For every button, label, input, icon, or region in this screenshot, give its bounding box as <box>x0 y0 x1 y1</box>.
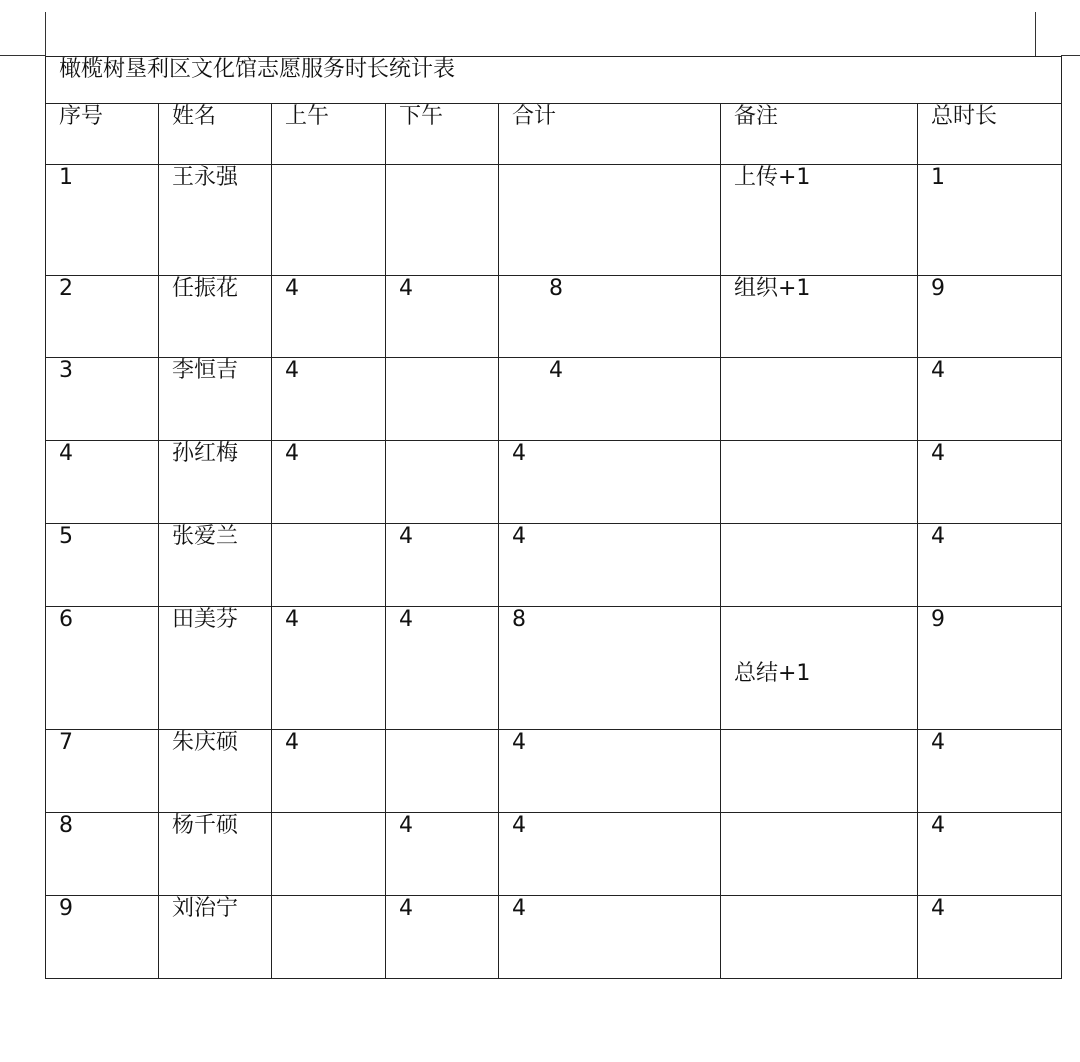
cell-sum[interactable]: 4 <box>499 524 721 607</box>
cell-no[interactable]: 6 <box>46 607 159 730</box>
cell-am[interactable]: 4 <box>272 358 386 441</box>
cell-no[interactable]: 5 <box>46 524 159 607</box>
cell-sum[interactable]: 4 <box>499 813 721 896</box>
header-am[interactable]: 上午 <box>272 104 386 165</box>
cell-am[interactable]: 4 <box>272 607 386 730</box>
header-note[interactable]: 备注 <box>721 104 918 165</box>
cell-name[interactable]: 朱庆硕 <box>159 730 272 813</box>
table-row <box>46 276 1062 358</box>
cell-am[interactable] <box>272 524 386 607</box>
table-row <box>46 607 1062 730</box>
cell-note[interactable] <box>721 896 918 979</box>
cell-sum[interactable]: 4 <box>499 896 721 979</box>
cell-am[interactable] <box>272 813 386 896</box>
header-total[interactable]: 总时长 <box>918 104 1062 165</box>
cell-total[interactable]: 4 <box>918 524 1062 607</box>
header-sum[interactable]: 合计 <box>499 104 721 165</box>
table-row <box>46 896 1062 979</box>
cell-pm[interactable]: 4 <box>386 276 499 358</box>
cell-no[interactable]: 2 <box>46 276 159 358</box>
cell-total[interactable]: 4 <box>918 730 1062 813</box>
table-row <box>46 730 1062 813</box>
cell-total[interactable]: 9 <box>918 607 1062 730</box>
cell-no[interactable]: 9 <box>46 896 159 979</box>
cell-pm[interactable]: 4 <box>386 607 499 730</box>
cell-name[interactable]: 任振花 <box>159 276 272 358</box>
table-title[interactable]: 橄榄树垦利区文化馆志愿服务时长统计表 <box>46 57 1062 104</box>
cell-note[interactable]: 总结+1 <box>721 607 918 730</box>
cell-total[interactable]: 9 <box>918 276 1062 358</box>
cell-no[interactable]: 7 <box>46 730 159 813</box>
header-pm[interactable]: 下午 <box>386 104 499 165</box>
cell-total[interactable]: 4 <box>918 358 1062 441</box>
cell-total[interactable]: 4 <box>918 896 1062 979</box>
table-row <box>46 813 1062 896</box>
table-row <box>46 524 1062 607</box>
cell-am[interactable] <box>272 165 386 276</box>
cell-am[interactable]: 4 <box>272 730 386 813</box>
cell-total[interactable]: 4 <box>918 441 1062 524</box>
crop-mark-top-left <box>45 12 46 56</box>
cell-no[interactable]: 1 <box>46 165 159 276</box>
cell-pm[interactable]: 4 <box>386 896 499 979</box>
cell-name[interactable]: 李恒吉 <box>159 358 272 441</box>
cell-pm[interactable]: 4 <box>386 813 499 896</box>
cell-no[interactable]: 8 <box>46 813 159 896</box>
cell-sum[interactable]: 4 <box>499 441 721 524</box>
header-name[interactable]: 姓名 <box>159 104 272 165</box>
cell-note[interactable]: 上传+1 <box>721 165 918 276</box>
cell-note[interactable] <box>721 441 918 524</box>
cell-name[interactable]: 孙红梅 <box>159 441 272 524</box>
cell-pm[interactable] <box>386 730 499 813</box>
cell-am[interactable]: 4 <box>272 276 386 358</box>
cell-sum[interactable]: 4 <box>499 730 721 813</box>
cell-am[interactable]: 4 <box>272 441 386 524</box>
cell-note[interactable] <box>721 730 918 813</box>
cell-total[interactable]: 1 <box>918 165 1062 276</box>
crop-mark-left <box>0 55 45 56</box>
table-row <box>46 358 1062 441</box>
cell-pm[interactable] <box>386 165 499 276</box>
cell-name[interactable]: 张爱兰 <box>159 524 272 607</box>
cell-sum[interactable] <box>499 165 721 276</box>
cell-am[interactable] <box>272 896 386 979</box>
crop-mark-right <box>1061 55 1080 56</box>
title-row <box>46 57 1062 104</box>
table-row <box>46 441 1062 524</box>
cell-pm[interactable] <box>386 358 499 441</box>
cell-pm[interactable]: 4 <box>386 524 499 607</box>
cell-pm[interactable] <box>386 441 499 524</box>
cell-note[interactable] <box>721 524 918 607</box>
cell-name[interactable]: 杨千硕 <box>159 813 272 896</box>
crop-mark-top-right <box>1035 12 1036 56</box>
cell-note[interactable] <box>721 813 918 896</box>
volunteer-hours-table <box>45 56 1062 979</box>
cell-name[interactable]: 王永强 <box>159 165 272 276</box>
header-no[interactable]: 序号 <box>46 104 159 165</box>
cell-note[interactable]: 组织+1 <box>721 276 918 358</box>
cell-sum[interactable]: 8 <box>499 607 721 730</box>
cell-name[interactable]: 田美芬 <box>159 607 272 730</box>
cell-sum[interactable]: 8 <box>499 276 721 358</box>
cell-no[interactable]: 3 <box>46 358 159 441</box>
cell-name[interactable]: 刘治宁 <box>159 896 272 979</box>
table-row <box>46 165 1062 276</box>
cell-sum[interactable]: 4 <box>499 358 721 441</box>
header-row <box>46 104 1062 165</box>
cell-total[interactable]: 4 <box>918 813 1062 896</box>
cell-no[interactable]: 4 <box>46 441 159 524</box>
cell-note[interactable] <box>721 358 918 441</box>
